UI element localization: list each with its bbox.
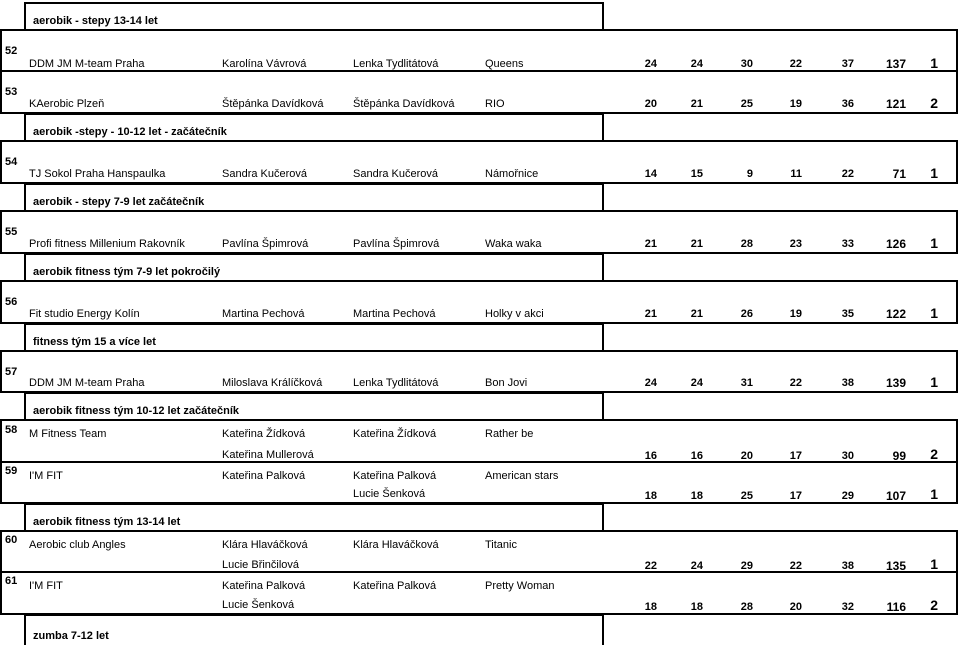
club-name: Fit studio Energy Kolín	[29, 308, 140, 320]
score: 36	[841, 98, 854, 110]
score: 24	[644, 377, 657, 389]
entry-number: 56	[5, 296, 18, 308]
total-score: 99	[892, 449, 906, 463]
coach-name: Štěpánka Davídková	[353, 98, 455, 110]
rank: 2	[930, 446, 938, 462]
coach-name: Štěpánka Davídková	[222, 98, 324, 110]
routine-title: Námořnice	[485, 168, 539, 180]
routine-title: Titanic	[485, 539, 517, 551]
score: 30	[841, 450, 854, 462]
coach-name: Sandra Kučerová	[353, 168, 438, 180]
score: 21	[644, 308, 657, 320]
score: 19	[789, 308, 802, 320]
score: 35	[841, 308, 854, 320]
routine-title: Rather be	[485, 428, 534, 440]
coach-name: Miloslava Králíčková	[222, 377, 323, 389]
category-title: aerobik -stepy - 10-12 let - začátečník	[33, 126, 227, 138]
score: 20	[740, 450, 753, 462]
score: 9	[746, 168, 753, 180]
rank: 1	[930, 235, 938, 251]
club-name: TJ Sokol Praha Hanspaulka	[29, 168, 166, 180]
category-title: fitness tým 15 a více let	[33, 336, 156, 348]
score: 20	[789, 601, 802, 613]
coach-name: Kateřina Žídková	[353, 428, 437, 440]
routine-title: Pretty Woman	[485, 580, 555, 592]
score: 21	[690, 308, 703, 320]
category-title: aerobik fitness tým 7-9 let pokročilý	[33, 266, 221, 278]
score: 26	[740, 308, 753, 320]
score: 21	[690, 98, 703, 110]
rank: 1	[930, 556, 938, 572]
category-title: aerobik - stepy 13-14 let	[33, 15, 158, 27]
category-header	[24, 183, 604, 211]
total-score: 122	[885, 307, 906, 321]
score: 24	[644, 58, 657, 70]
score: 24	[690, 58, 703, 70]
club-name: Profi fitness Millenium Rakovník	[29, 238, 185, 250]
entry-number: 61	[5, 575, 18, 587]
total-score: 135	[885, 559, 906, 573]
club-name: KAerobic Plzeň	[29, 98, 105, 110]
coach-name: Martina Pechová	[222, 308, 305, 320]
entry-row-box	[0, 280, 958, 324]
club-name: I'M FIT	[29, 470, 63, 482]
routine-title: Waka waka	[485, 238, 542, 250]
score: 38	[841, 377, 854, 389]
score: 11	[790, 168, 802, 180]
score: 24	[690, 377, 703, 389]
coach-name: Klára Hlaváčková	[222, 539, 308, 551]
score: 16	[644, 450, 657, 462]
club-name: DDM JM M-team Praha	[29, 377, 145, 389]
entry-number: 60	[5, 534, 18, 546]
score: 25	[740, 98, 753, 110]
category-title: aerobik - stepy 7-9 let začátečník	[33, 196, 205, 208]
category-header	[24, 2, 604, 30]
coach-name: Lucie Šenková	[353, 488, 426, 500]
entry-number: 52	[5, 45, 18, 57]
score: 18	[690, 601, 703, 613]
rank: 2	[930, 95, 938, 111]
coach-name: Martina Pechová	[353, 308, 436, 320]
rank: 2	[930, 597, 938, 613]
total-score: 71	[892, 167, 906, 181]
score: 30	[740, 58, 753, 70]
total-score: 121	[885, 97, 906, 111]
score: 37	[841, 58, 854, 70]
coach-name: Pavlína Špimrová	[353, 238, 440, 250]
score: 22	[789, 377, 802, 389]
coach-name: Lucie Šenková	[222, 599, 295, 611]
rank: 1	[930, 486, 938, 502]
total-score: 116	[886, 600, 906, 614]
coach-name: Sandra Kučerová	[222, 168, 307, 180]
coach-name: Kateřina Palková	[353, 470, 437, 482]
rank: 1	[930, 374, 938, 390]
entry-row-box	[0, 461, 958, 504]
score: 22	[789, 58, 802, 70]
coach-name: Klára Hlaváčková	[353, 539, 439, 551]
category-header	[24, 323, 604, 351]
routine-title: Queens	[485, 58, 524, 70]
category-title: aerobik fitness tým 10-12 let začátečník	[33, 405, 240, 417]
score: 22	[841, 168, 854, 180]
score: 25	[740, 490, 753, 502]
entry-number: 57	[5, 366, 18, 378]
total-score: 126	[885, 237, 906, 251]
entry-number: 58	[5, 424, 18, 436]
coach-name: Kateřina Palková	[222, 580, 306, 592]
total-score: 107	[885, 489, 906, 503]
club-name: Aerobic club Angles	[29, 539, 126, 551]
score: 18	[644, 601, 657, 613]
entry-row-box	[0, 571, 958, 615]
category-title: zumba 7-12 let	[33, 630, 109, 642]
score: 15	[690, 168, 703, 180]
routine-title: Holky v akci	[485, 308, 544, 320]
club-name: I'M FIT	[29, 580, 63, 592]
score: 28	[740, 601, 753, 613]
score: 22	[789, 560, 802, 572]
category-header	[24, 392, 604, 420]
score: 17	[789, 490, 802, 502]
entry-row-box	[0, 530, 958, 573]
entry-number: 55	[5, 226, 18, 238]
score: 38	[841, 560, 854, 572]
category-header	[24, 253, 604, 281]
coach-name: Kateřina Palková	[353, 580, 437, 592]
category-header	[24, 113, 604, 141]
total-score: 137	[885, 57, 906, 71]
score: 21	[644, 238, 657, 250]
score: 24	[690, 560, 703, 572]
score: 28	[740, 238, 753, 250]
entry-row-box	[0, 70, 958, 114]
score: 18	[644, 490, 657, 502]
score: 23	[789, 238, 802, 250]
score: 20	[644, 98, 657, 110]
coach-name: Karolína Vávrová	[222, 58, 307, 70]
rank: 1	[930, 305, 938, 321]
entry-number: 59	[5, 465, 18, 477]
entry-row-box	[0, 419, 958, 463]
category-header	[24, 503, 604, 531]
coach-name: Lenka Tydlitátová	[353, 58, 439, 70]
score: 29	[740, 560, 753, 572]
coach-name: Kateřina Mullerová	[222, 449, 314, 461]
coach-name: Lucie Břinčilová	[222, 559, 300, 571]
score: 22	[644, 560, 657, 572]
rank: 1	[930, 165, 938, 181]
score: 31	[740, 377, 753, 389]
routine-title: Bon Jovi	[485, 377, 528, 389]
score: 19	[789, 98, 802, 110]
coach-name: Lenka Tydlitátová	[353, 377, 439, 389]
entry-number: 53	[5, 86, 18, 98]
coach-name: Kateřina Palková	[222, 470, 306, 482]
coach-name: Kateřina Žídková	[222, 428, 306, 440]
coach-name: Pavlína Špimrová	[222, 238, 309, 250]
routine-title: RIO	[485, 98, 505, 110]
score: 33	[841, 238, 854, 250]
rank: 1	[930, 55, 938, 71]
category-header	[24, 614, 604, 645]
club-name: M Fitness Team	[29, 428, 107, 440]
score: 17	[789, 450, 802, 462]
score: 32	[841, 601, 854, 613]
entry-number: 54	[5, 156, 18, 168]
total-score: 139	[885, 376, 906, 390]
club-name: DDM JM M-team Praha	[29, 58, 145, 70]
category-title: aerobik fitness tým 13-14 let	[33, 516, 181, 528]
score: 16	[690, 450, 703, 462]
routine-title: American stars	[485, 470, 559, 482]
score: 18	[690, 490, 703, 502]
score: 29	[841, 490, 854, 502]
score: 14	[644, 168, 657, 180]
score: 21	[690, 238, 703, 250]
